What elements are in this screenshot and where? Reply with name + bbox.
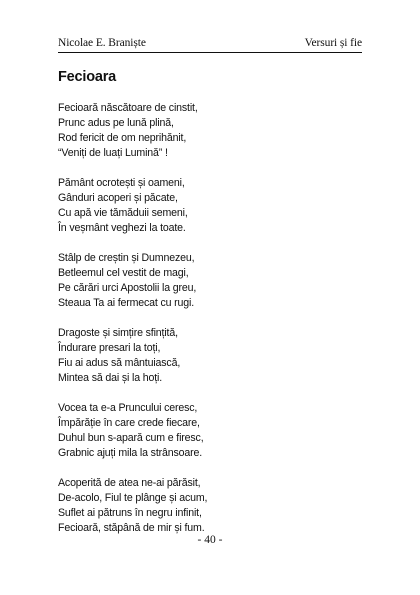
header-author: Nicolae E. Braniște [58, 37, 146, 49]
stanza [58, 401, 378, 461]
verse-line: Mintea să dai și la hoți. [58, 372, 163, 384]
stanza [58, 101, 378, 161]
verse-line: Betleemul cel vestit de magi, [58, 267, 189, 279]
poem-title: Fecioara [58, 69, 117, 85]
poem-body [58, 101, 378, 551]
verse-line: Suflet ai pătruns în negru infinit, [58, 507, 202, 519]
verse-line: Îndurare presari la toți, [58, 342, 161, 354]
verse-line: Vocea ta e-a Pruncului ceresc, [58, 402, 198, 414]
verse-line: Fecioară, stăpână de mir și fum. [58, 522, 205, 534]
verse-line: Grabnic ajuți mila la strânsoare. [58, 447, 203, 459]
header-book-title: Versuri și fie [304, 37, 362, 49]
verse-line: Dragoste și simțire sfințită, [58, 327, 178, 339]
verse-line: Gânduri acoperi și păcate, [58, 192, 178, 204]
running-header [58, 36, 362, 53]
stanza [58, 476, 378, 536]
verse-line: Pe cărări urci Apostolii la greu, [58, 282, 197, 294]
stanza [58, 251, 378, 311]
verse-line: Rod fericit de om neprihănit, [58, 132, 187, 144]
verse-line: În veșmânt veghezi la toate. [58, 222, 186, 234]
page-number: - 40 - [197, 534, 223, 546]
verse-line: Pământ ocrotești și oameni, [58, 177, 185, 189]
verse-line: Duhul bun s-apară cum e firesc, [58, 432, 204, 444]
verse-line: “Veniți de luați Lumină” ! [58, 147, 168, 159]
verse-line: Steaua Ta ai fermecat cu rugi. [58, 297, 195, 309]
stanza [58, 176, 378, 236]
verse-line: Prunc adus pe lună plină, [58, 117, 174, 129]
verse-line: Împărăție în care crede fiecare, [58, 417, 200, 429]
stanza [58, 326, 378, 386]
verse-line: Acoperită de atea ne-ai părăsit, [58, 477, 201, 489]
verse-line: Fecioară născătoare de cinstit, [58, 102, 198, 114]
verse-line: Fiu ai adus să mântuiască, [58, 357, 181, 369]
verse-line: Stâlp de creștin și Dumnezeu, [58, 252, 195, 264]
verse-line: Cu apă vie tămăduii semeni, [58, 207, 188, 219]
verse-line: De-acolo, Fiul te plânge și acum, [58, 492, 208, 504]
